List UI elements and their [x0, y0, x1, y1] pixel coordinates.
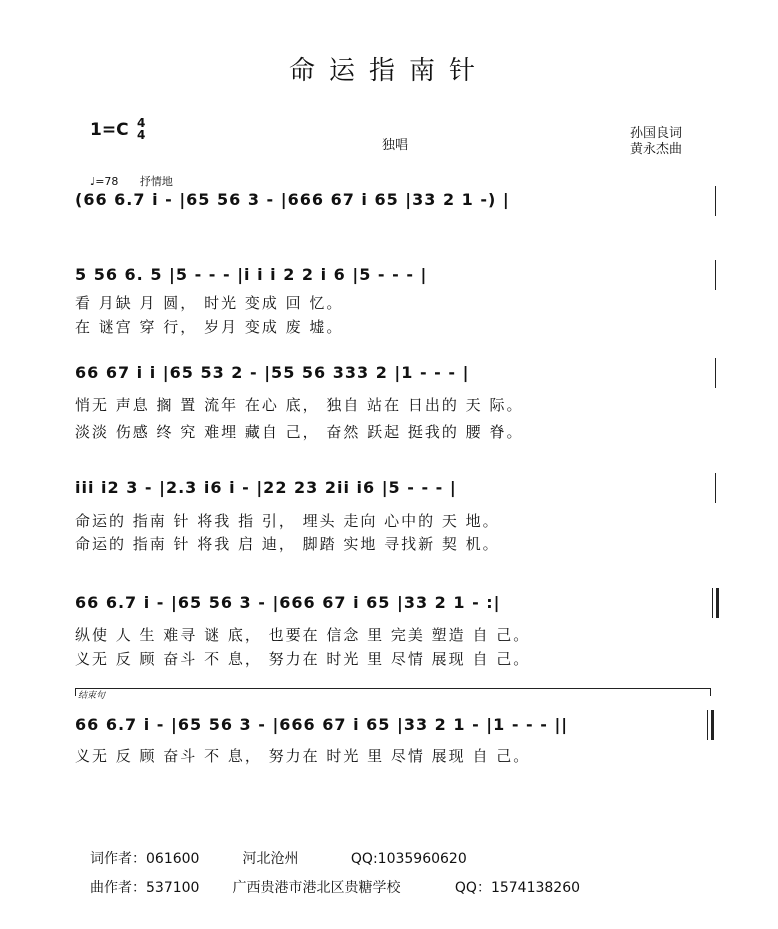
- song-title: 命运指南针: [288, 56, 489, 86]
- lyricist-location: 河北沧州: [242, 851, 299, 867]
- barline-end-4: [715, 473, 716, 503]
- lyric-line-3-verse-1: 悄无 声息 搁 置 流年 在心 底， 独自 站在 日出的 天 际。: [75, 396, 524, 414]
- coda-bracket-line: [75, 688, 711, 689]
- lyric-line-4-verse-1: 命运的 指南 针 将我 指 引， 埋头 走向 心中的 天 地。: [75, 512, 500, 530]
- credits: [630, 126, 682, 158]
- time-sig-top: 4: [137, 116, 146, 130]
- final-barline-thin: [707, 710, 708, 740]
- tempo-value: ♩=78: [90, 175, 119, 188]
- coda-bracket-right: [710, 688, 711, 696]
- coda-bracket-left: [75, 688, 76, 696]
- notation-line-3: 66 67 i i |65 53 2 - |55 56 333 2 |1 - - - |: [75, 363, 470, 382]
- lyricist-postcode: 词作者：061600: [90, 851, 200, 867]
- lyric-line-4-verse-2: 命运的 指南 针 将我 启 迪， 脚踏 实地 寻找新 契 机。: [75, 535, 500, 553]
- barline-end-3: [715, 358, 716, 388]
- key-signature: 1=C: [90, 120, 129, 140]
- tempo-marking: [90, 173, 191, 189]
- lyric-line-5-verse-1: 纵使 人 生 难寻 谜 底， 也要在 信念 里 完美 塑造 自 己。: [75, 626, 531, 644]
- lyric-line-5-verse-2: 义无 反 顾 奋斗 不 息， 努力在 时光 里 尽情 展现 自 己。: [75, 650, 531, 668]
- composer: 黄永杰曲: [630, 142, 683, 157]
- time-signature: [137, 117, 145, 141]
- footer-lyricist-info: [90, 848, 467, 868]
- repeat-barline-thick: [716, 588, 719, 618]
- barline-end-2: [715, 260, 716, 290]
- footer-composer-info: [90, 877, 580, 897]
- repeat-barline-thin: [712, 588, 713, 618]
- coda-tag: 结束句: [78, 691, 106, 701]
- lyric-line-2-verse-1: 看 月缺 月 圆， 时光 变成 回 忆。: [75, 294, 344, 312]
- time-sig-bottom: 4: [137, 128, 146, 142]
- lyricist: 孙国良词: [630, 126, 683, 141]
- lyricist-qq: QQ:1035960620: [350, 851, 467, 867]
- notation-line-1: (66 6.7 i - |65 56 3 - |666 67 i 65 |33 2 1 -) |: [75, 190, 510, 209]
- notation-line-6: 66 6.7 i - |65 56 3 - |666 67 i 65 |33 2 1 - |1 - - - ||: [75, 715, 569, 734]
- notation-line-4: iii i2 3 - |2.3 i6 i - |22 23 2ii i6 |5 - - - |: [75, 478, 457, 497]
- lyric-line-6: 义无 反 顾 奋斗 不 息， 努力在 时光 里 尽情 展现 自 己。: [75, 747, 531, 765]
- lyric-line-2-verse-2: 在 谜宫 穿 行， 岁月 变成 废 墟。: [75, 318, 344, 336]
- notation-line-2: 5 56 6. 5 |5 - - - |i i i 2 2 i 6 |5 - - - |: [75, 265, 428, 284]
- lyric-line-3-verse-2: 淡淡 伤感 终 究 难埋 藏自 己， 奋然 跃起 挺我的 腰 脊。: [75, 423, 524, 441]
- barline-end-1: [715, 186, 716, 216]
- expression-marking: 抒情地: [139, 175, 173, 188]
- performance-type: 独唱: [382, 138, 409, 153]
- composer-qq: QQ：1574138260: [454, 880, 581, 896]
- composer-location: 广西贵港市港北区贵糖学校: [232, 880, 401, 896]
- final-barline-thick: [711, 710, 714, 740]
- composer-postcode: 曲作者：537100: [90, 880, 200, 896]
- notation-line-5: 66 6.7 i - |65 56 3 - |666 67 i 65 |33 2 1 - :|: [75, 593, 501, 612]
